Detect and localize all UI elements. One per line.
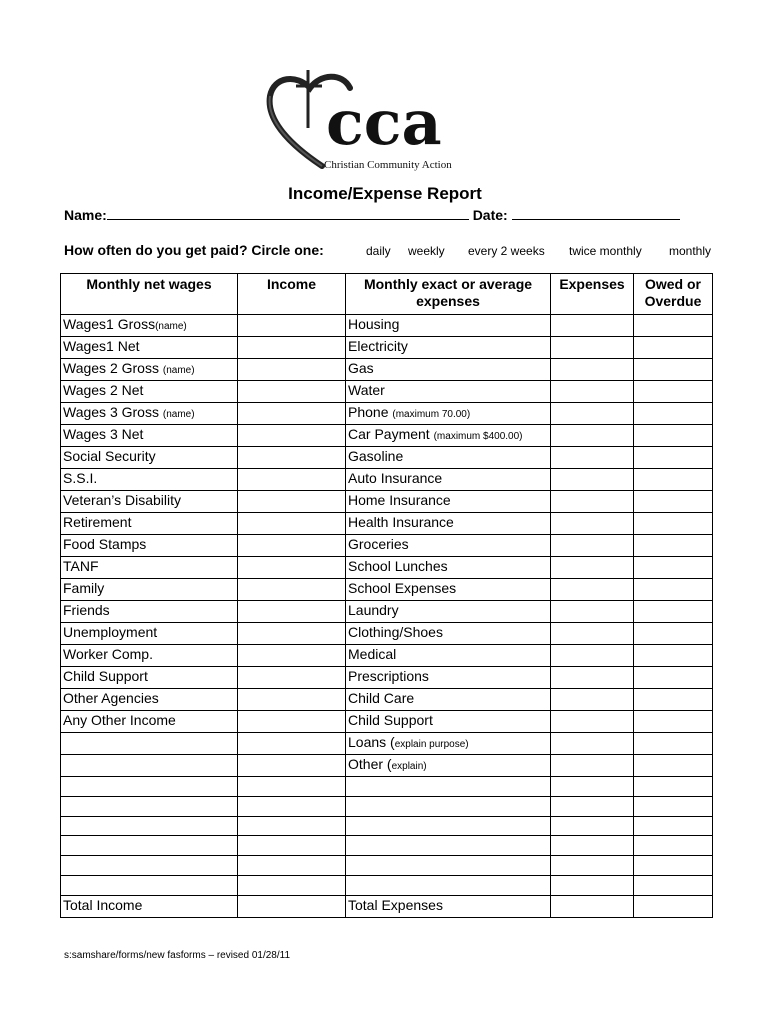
income-amount-cell[interactable] [238, 601, 346, 623]
income-amount-cell[interactable] [238, 895, 346, 917]
table-row [61, 816, 713, 836]
footer-revision: s:samshare/forms/new fasforms – revised 01/28/11 [64, 950, 291, 961]
income-source-cell [61, 579, 238, 601]
header-monthly-net-wages: Monthly net wages [61, 274, 238, 315]
owed-overdue-cell[interactable] [634, 579, 713, 601]
expense-item-cell-label: Gasoline [348, 448, 404, 464]
income-source-cell [61, 513, 238, 535]
income-amount-cell[interactable] [238, 469, 346, 491]
expense-item-cell [346, 711, 551, 733]
table-row [61, 469, 713, 491]
owed-overdue-cell[interactable] [634, 689, 713, 711]
expense-amount-cell[interactable] [551, 623, 634, 645]
expense-amount-cell[interactable] [551, 601, 634, 623]
owed-overdue-cell[interactable] [634, 667, 713, 689]
expense-item-cell [346, 689, 551, 711]
date-label: Date: [472, 207, 508, 223]
income-source-cell-label: Friends [63, 602, 110, 618]
expense-item-cell [346, 337, 551, 359]
income-source-cell-label: Wages 2 Gross [63, 360, 163, 376]
expense-item-cell [346, 469, 551, 491]
income-amount-cell[interactable] [238, 381, 346, 403]
expense-item-cell [346, 513, 551, 535]
name-date-line [64, 207, 680, 223]
expense-item-cell-label: Electricity [348, 338, 408, 354]
income-amount-cell[interactable] [238, 315, 346, 337]
table-row [61, 359, 713, 381]
expense-item-cell-label: Prescriptions [348, 668, 429, 684]
expense-item-cell [346, 733, 551, 755]
expense-amount-cell[interactable] [551, 667, 634, 689]
table-row [61, 513, 713, 535]
owed-overdue-cell[interactable] [634, 816, 713, 836]
income-source-cell-label: Retirement [63, 514, 132, 530]
income-source-cell [61, 337, 238, 359]
owed-overdue-cell[interactable] [634, 425, 713, 447]
expense-amount-cell[interactable] [551, 689, 634, 711]
income-source-cell-label: Food Stamps [63, 536, 147, 552]
table-row [61, 315, 713, 337]
expense-item-cell [346, 535, 551, 557]
expense-amount-cell[interactable] [551, 469, 634, 491]
expense-item-cell-label: Car Payment [348, 426, 434, 442]
expense-item-cell-label: Total Expenses [348, 896, 443, 913]
income-source-cell-label: Wages1 Net [63, 338, 140, 354]
expense-amount-cell[interactable] [551, 579, 634, 601]
income-source-cell [61, 755, 238, 777]
owed-overdue-cell[interactable] [634, 601, 713, 623]
header-monthly-expenses: Monthly exact or average expenses [346, 274, 551, 315]
income-amount-cell[interactable] [238, 733, 346, 755]
income-amount-cell[interactable] [238, 557, 346, 579]
owed-overdue-cell[interactable] [634, 755, 713, 777]
table-row [61, 447, 713, 469]
owed-overdue-cell[interactable] [634, 711, 713, 733]
table-row [61, 403, 713, 425]
owed-overdue-cell[interactable] [634, 491, 713, 513]
table-row [61, 667, 713, 689]
owed-overdue-cell[interactable] [634, 875, 713, 895]
owed-overdue-cell[interactable] [634, 403, 713, 425]
income-source-cell-label: Worker Comp. [63, 646, 153, 662]
income-amount-cell[interactable] [238, 337, 346, 359]
table-row [61, 689, 713, 711]
income-source-cell-label: Wages 3 Net [63, 426, 144, 442]
expense-item-cell [346, 447, 551, 469]
option-daily[interactable]: daily [366, 244, 391, 258]
owed-overdue-cell[interactable] [634, 513, 713, 535]
name-label: Name: [64, 207, 107, 223]
income-amount-cell[interactable] [238, 816, 346, 836]
income-source-cell [61, 777, 238, 797]
expense-item-cell [346, 856, 551, 876]
expense-amount-cell[interactable] [551, 513, 634, 535]
expense-item-cell [346, 875, 551, 895]
income-amount-cell[interactable] [238, 403, 346, 425]
owed-overdue-cell[interactable] [634, 777, 713, 797]
income-source-cell [61, 836, 238, 856]
expense-item-cell [346, 667, 551, 689]
income-source-cell-label: Wages1 Gross [63, 316, 156, 332]
income-source-cell [61, 711, 238, 733]
income-source-cell [61, 796, 238, 816]
expense-item-cell-label: Medical [348, 646, 397, 662]
expense-amount-cell[interactable] [551, 875, 634, 895]
expense-item-cell [346, 895, 551, 917]
table-row [61, 796, 713, 816]
income-amount-cell[interactable] [238, 645, 346, 667]
expense-amount-cell[interactable] [551, 447, 634, 469]
income-amount-cell[interactable] [238, 425, 346, 447]
expense-amount-cell[interactable] [551, 711, 634, 733]
expense-item-cell [346, 796, 551, 816]
owed-overdue-cell[interactable] [634, 623, 713, 645]
income-amount-cell[interactable] [238, 579, 346, 601]
income-source-cell-label: S.S.I. [63, 470, 98, 486]
income-source-cell-label: Other Agencies [63, 690, 159, 706]
income-amount-cell[interactable] [238, 667, 346, 689]
income-source-cell [61, 557, 238, 579]
income-source-cell [61, 403, 238, 425]
expense-item-cell-label: Housing [348, 316, 400, 332]
income-amount-cell[interactable] [238, 513, 346, 535]
income-source-cell [61, 359, 238, 381]
expense-amount-cell[interactable] [551, 733, 634, 755]
expense-item-cell [346, 557, 551, 579]
table-row [61, 856, 713, 876]
income-source-cell [61, 447, 238, 469]
header-owed-overdue: Owed or Overdue [634, 274, 713, 315]
expense-amount-cell[interactable] [551, 856, 634, 876]
table-row [61, 755, 713, 777]
owed-overdue-cell[interactable] [634, 469, 713, 491]
expense-item-cell-label: Laundry [348, 602, 399, 618]
income-amount-cell[interactable] [238, 796, 346, 816]
income-source-cell [61, 645, 238, 667]
name-field[interactable] [107, 207, 469, 220]
expense-amount-cell[interactable] [551, 315, 634, 337]
income-source-cell-note: (name) [155, 321, 187, 332]
income-amount-cell[interactable] [238, 836, 346, 856]
expense-item-cell-label: Health Insurance [348, 514, 454, 530]
expense-item-cell-label: Gas [348, 360, 374, 376]
option-twice-monthly[interactable]: twice monthly [569, 244, 642, 258]
owed-overdue-cell[interactable] [634, 895, 713, 917]
income-amount-cell[interactable] [238, 491, 346, 513]
expense-item-cell [346, 491, 551, 513]
expense-amount-cell[interactable] [551, 755, 634, 777]
income-amount-cell[interactable] [238, 875, 346, 895]
income-source-cell [61, 425, 238, 447]
income-source-cell-label: TANF [63, 558, 99, 574]
income-source-cell-label: Veteran’s Disability [63, 492, 182, 508]
table-row [61, 557, 713, 579]
expense-item-cell-label: School Lunches [348, 558, 448, 574]
income-source-cell-label: Wages 2 Net [63, 382, 144, 398]
expense-item-cell-label: Loans ( [348, 734, 395, 750]
income-source-cell-label: Any Other Income [63, 712, 176, 728]
expense-item-cell [346, 315, 551, 337]
expense-item-cell [346, 645, 551, 667]
owed-overdue-cell[interactable] [634, 535, 713, 557]
expense-item-cell [346, 601, 551, 623]
expense-item-cell-label: Auto Insurance [348, 470, 443, 486]
income-source-cell [61, 895, 238, 917]
income-source-cell [61, 816, 238, 836]
expense-item-cell-label: Clothing/Shoes [348, 624, 443, 640]
owed-overdue-cell[interactable] [634, 557, 713, 579]
income-amount-cell[interactable] [238, 535, 346, 557]
expense-item-cell [346, 359, 551, 381]
income-source-cell-label: Wages 3 Gross [63, 404, 163, 420]
table-row [61, 733, 713, 755]
income-amount-cell[interactable] [238, 689, 346, 711]
expense-item-cell-note: (maximum $400.00) [433, 431, 523, 442]
income-source-cell [61, 601, 238, 623]
expense-amount-cell[interactable] [551, 381, 634, 403]
date-field[interactable] [512, 207, 680, 220]
table-row [61, 836, 713, 856]
expense-item-cell-label: School Expenses [348, 580, 457, 596]
income-source-cell-note: (name) [162, 409, 195, 420]
expense-item-cell-label: Water [348, 382, 385, 398]
expense-amount-cell[interactable] [551, 557, 634, 579]
owed-overdue-cell[interactable] [634, 733, 713, 755]
income-amount-cell[interactable] [238, 447, 346, 469]
table-row [61, 425, 713, 447]
income-amount-cell[interactable] [238, 711, 346, 733]
expense-item-cell-note: explain) [391, 761, 427, 772]
expense-item-cell-label: Home Insurance [348, 492, 451, 508]
income-amount-cell[interactable] [238, 856, 346, 876]
table-row [61, 579, 713, 601]
income-source-cell-label: Social Security [63, 448, 156, 464]
owed-overdue-cell[interactable] [634, 796, 713, 816]
income-source-cell [61, 381, 238, 403]
option-weekly[interactable]: weekly [408, 244, 445, 258]
expense-item-cell [346, 403, 551, 425]
expense-item-cell [346, 755, 551, 777]
income-amount-cell[interactable] [238, 359, 346, 381]
income-amount-cell[interactable] [238, 777, 346, 797]
expense-item-cell [346, 425, 551, 447]
logo-org-name: Christian Community Action [324, 159, 452, 171]
table-row [61, 645, 713, 667]
income-source-cell-note: (name) [162, 365, 195, 376]
expense-item-cell [346, 579, 551, 601]
income-source-cell [61, 491, 238, 513]
expense-amount-cell[interactable] [551, 777, 634, 797]
income-amount-cell[interactable] [238, 755, 346, 777]
income-source-cell [61, 875, 238, 895]
income-source-cell-label: Child Support [63, 668, 148, 684]
expense-item-cell-label: Child Care [348, 690, 415, 706]
expense-amount-cell[interactable] [551, 491, 634, 513]
logo-letters: cca [326, 86, 442, 159]
table-row [61, 623, 713, 645]
income-source-cell-label: Total Income [63, 896, 143, 913]
expense-amount-cell[interactable] [551, 425, 634, 447]
expense-item-cell [346, 381, 551, 403]
expense-item-cell-label: Groceries [348, 536, 409, 552]
expense-amount-cell[interactable] [551, 535, 634, 557]
income-source-cell [61, 856, 238, 876]
pay-frequency-question: How often do you get paid? Circle one: [64, 242, 324, 258]
expense-item-cell-label: Phone [348, 404, 393, 420]
expense-amount-cell[interactable] [551, 816, 634, 836]
income-source-cell-label: Family [63, 580, 105, 596]
income-source-cell [61, 469, 238, 491]
expense-amount-cell[interactable] [551, 895, 634, 917]
expense-amount-cell[interactable] [551, 337, 634, 359]
table-row [61, 777, 713, 797]
expense-amount-cell[interactable] [551, 796, 634, 816]
expense-item-cell-note: (maximum 70.00) [392, 409, 471, 420]
header-income: Income [238, 274, 346, 315]
table-row [61, 491, 713, 513]
owed-overdue-cell[interactable] [634, 856, 713, 876]
table-row [61, 895, 713, 917]
table-row [61, 337, 713, 359]
expense-item-cell-label: Other ( [348, 756, 392, 772]
option-every-2-weeks[interactable]: every 2 weeks [468, 244, 545, 258]
table-row [61, 601, 713, 623]
expense-item-cell-note: explain purpose) [394, 739, 469, 750]
income-source-cell-label: Unemployment [63, 624, 158, 640]
table-row [61, 535, 713, 557]
expense-amount-cell[interactable] [551, 403, 634, 425]
expense-item-cell [346, 777, 551, 797]
owed-overdue-cell[interactable] [634, 645, 713, 667]
owed-overdue-cell[interactable] [634, 359, 713, 381]
owed-overdue-cell[interactable] [634, 381, 713, 403]
income-source-cell [61, 535, 238, 557]
income-source-cell [61, 733, 238, 755]
header-expenses: Expenses [551, 274, 634, 315]
income-source-cell [61, 623, 238, 645]
option-monthly[interactable]: monthly [669, 244, 712, 258]
expense-amount-cell[interactable] [551, 836, 634, 856]
income-expense-table [60, 273, 713, 918]
owed-overdue-cell[interactable] [634, 337, 713, 359]
table-row [61, 875, 713, 895]
expense-item-cell-label: Child Support [348, 712, 433, 728]
expense-amount-cell[interactable] [551, 359, 634, 381]
cca-logo [262, 66, 474, 174]
table-header-row [61, 274, 713, 315]
pay-frequency [64, 242, 724, 260]
expense-item-cell [346, 816, 551, 836]
owed-overdue-cell[interactable] [634, 836, 713, 856]
income-source-cell [61, 315, 238, 337]
income-amount-cell[interactable] [238, 623, 346, 645]
expense-amount-cell[interactable] [551, 645, 634, 667]
income-source-cell [61, 689, 238, 711]
income-source-cell [61, 667, 238, 689]
report-title: Income/Expense Report [288, 184, 482, 203]
table-row [61, 711, 713, 733]
owed-overdue-cell[interactable] [634, 315, 713, 337]
expense-item-cell [346, 836, 551, 856]
owed-overdue-cell[interactable] [634, 447, 713, 469]
expense-item-cell [346, 623, 551, 645]
table-row [61, 381, 713, 403]
